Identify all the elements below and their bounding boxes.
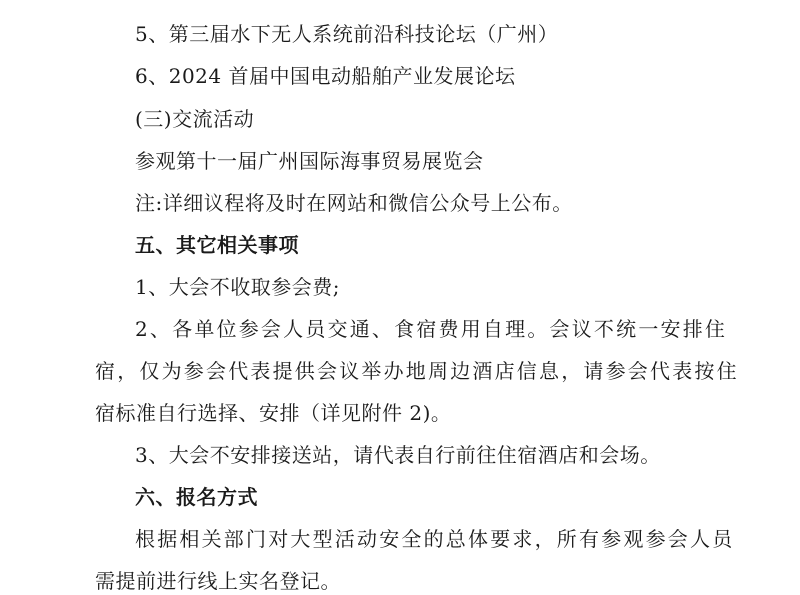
registration-line-1: 根据相关部门对大型活动安全的总体要求，所有参观参会人员 (135, 527, 735, 551)
item-fee: 1、大会不收取参会费; (135, 275, 340, 299)
agenda-note: 注:详细议程将及时在网站和微信公众号上公布。 (135, 191, 573, 215)
item-expenses-line-2: 宿，仅为参会代表提供会议举办地周边酒店信息，请参会代表按住 (95, 359, 739, 383)
forum-item-5: 5、第三届水下无人系统前沿科技论坛（广州） (135, 22, 559, 46)
forum-item-6: 6、2024 首届中国电动船舶产业发展论坛 (135, 64, 516, 88)
section-heading-registration: 六、报名方式 (135, 485, 258, 509)
subsection-exchange-activities: (三)交流活动 (135, 107, 255, 131)
item-expenses-line-3: 宿标准自行选择、安排（详见附件 2)。 (95, 401, 452, 425)
item-transport: 3、大会不安排接送站，请代表自行前往住宿酒店和会场。 (135, 443, 661, 467)
section-heading-other-matters: 五、其它相关事项 (135, 233, 299, 257)
exhibition-visit: 参观第十一届广州国际海事贸易展览会 (135, 149, 484, 173)
registration-line-2: 需提前进行线上实名登记。 (95, 569, 341, 593)
item-expenses-line-1: 2、各单位参会人员交通、食宿费用自理。会议不统一安排住 (135, 317, 728, 341)
